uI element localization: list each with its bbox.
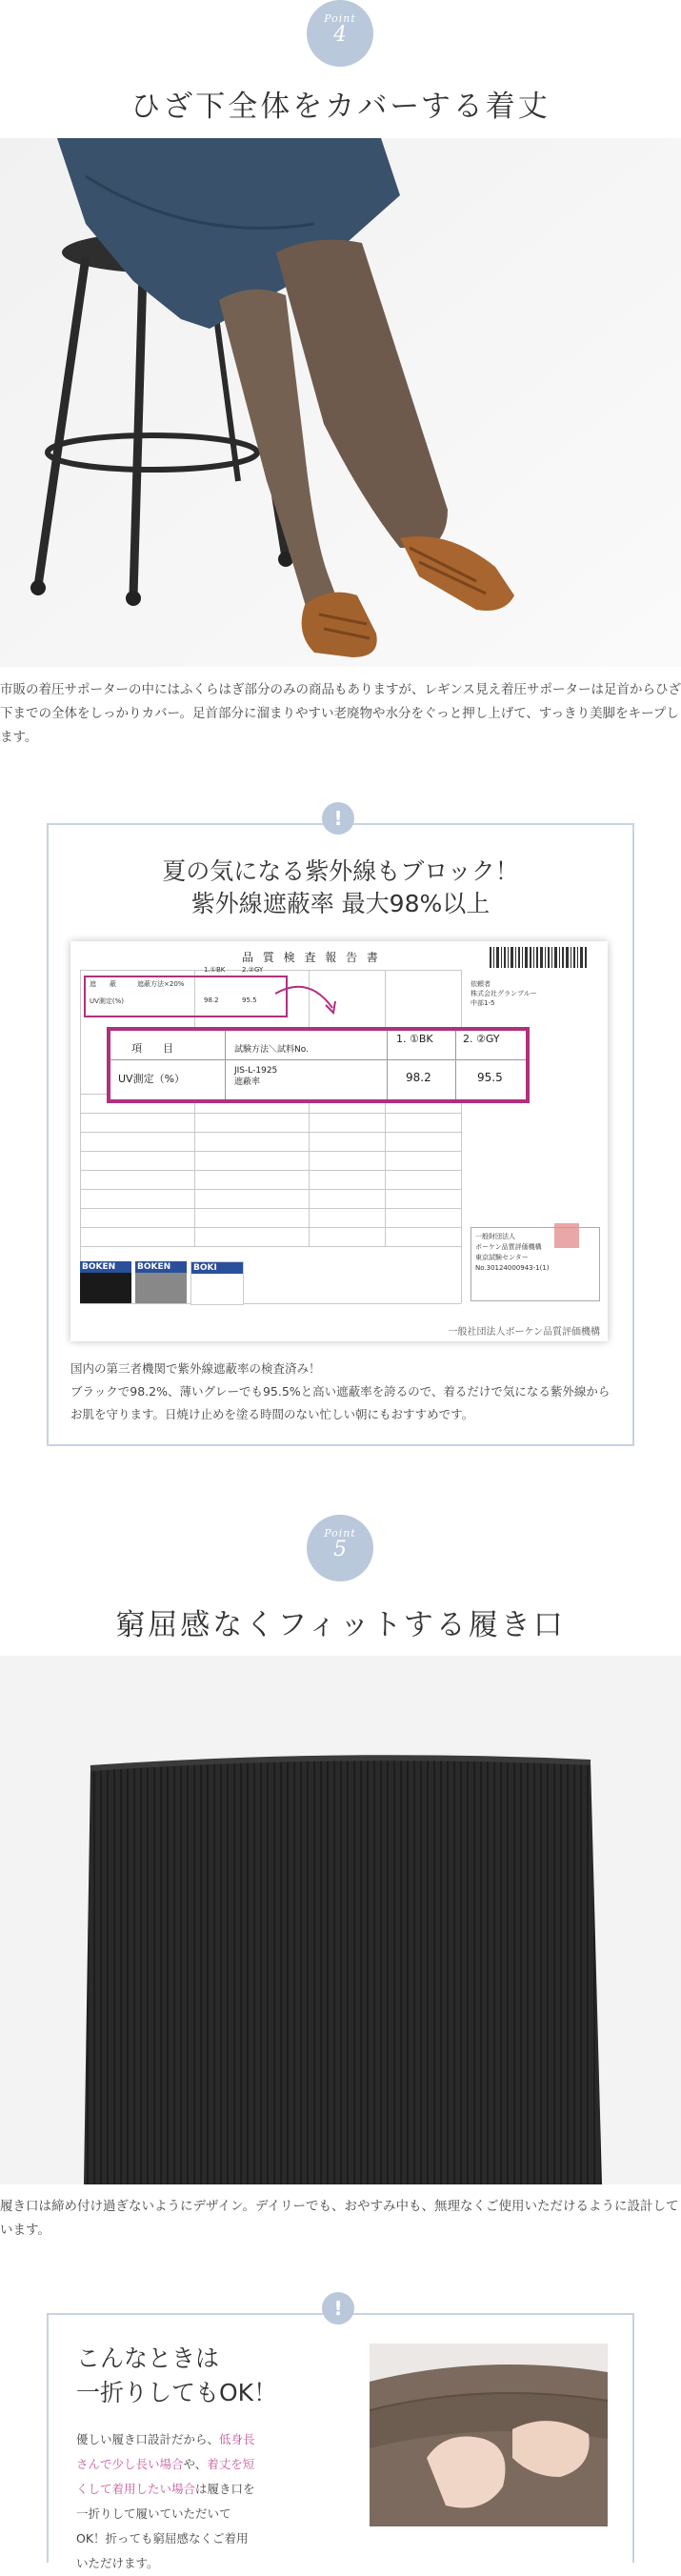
small-val-gy: 95.5	[242, 996, 257, 1004]
exclamation-badge: !	[322, 2292, 354, 2324]
uv-title	[47, 855, 634, 920]
swatch-blank	[190, 1261, 244, 1305]
lab-stamp-block	[471, 1227, 600, 1301]
small-row-1: 遮 蔽	[90, 980, 116, 988]
report-number: No.30124000943-1(1)	[475, 1264, 550, 1272]
tip-title-line1: こんなときは	[76, 2345, 220, 2372]
lab-name-1: 一般財団法人	[475, 1233, 515, 1240]
swatch-label-1: BOKEN	[80, 1261, 131, 1273]
knit-cuff-icon	[0, 1656, 681, 2184]
exclamation-badge: !	[322, 802, 354, 835]
small-row-2: UV測定(%)	[90, 997, 125, 1005]
row-method	[234, 1065, 277, 1088]
tip-text-1: 優しい履き口設計だから、	[76, 2432, 220, 2446]
uv-title-line1: 夏の気になる紫外線もブロック！	[162, 857, 519, 885]
side-info-1: 依頼者	[471, 980, 491, 988]
report-side-info	[471, 979, 537, 1008]
swatch-black	[80, 1261, 131, 1303]
point-5-badge	[307, 1515, 373, 1581]
section5-heading: 窮屈感なくフィットする履き口	[115, 1608, 566, 1642]
tip-title-line2: 一折りしてもOK！	[76, 2379, 278, 2406]
side-info-2: 株式会社グランブルー	[471, 990, 537, 997]
side-info-3: 中部1-5	[471, 999, 495, 1007]
row-method-1: JIS-L-1925	[234, 1066, 278, 1076]
curved-arrow-icon	[270, 975, 347, 1022]
row-method-2: 遮蔽率	[234, 1077, 261, 1087]
legs-on-stool-icon	[0, 138, 681, 667]
badge-point-label: Point	[324, 1527, 356, 1540]
badge-number: 4	[333, 23, 347, 47]
uv-results-table	[107, 1027, 530, 1103]
badge-point-label: Point	[324, 12, 356, 25]
uv-body-line1: 国内の第三者機関で紫外線遮蔽率の検査済み！	[70, 1361, 321, 1376]
value-bk: 98.2	[406, 1071, 431, 1084]
tip-text-3: は履き口を一折りして履いていただいてOK！折っても窮屈感なくご着用いただけます。	[76, 2482, 255, 2570]
col-gy: 2. ②GY	[463, 1033, 500, 1045]
report-caption: 一般社団法人ボーケン品質評価機構	[448, 1327, 600, 1338]
small-method: 遮蔽方法×20%	[137, 980, 185, 988]
col-method: 試験方法＼試料No.	[234, 1045, 309, 1055]
folded-cuff-icon	[370, 2344, 608, 2526]
row-uv-label: UV測定（%）	[118, 1073, 186, 1085]
tip-highlight-length: 着丈を短くして着用したい場合	[76, 2457, 255, 2496]
small-bk: 1.①BK	[204, 966, 226, 974]
tip-text-2: や、	[183, 2457, 208, 2471]
red-seal-icon	[554, 1223, 579, 1248]
lab-name-3: 東京試験センター	[475, 1254, 529, 1261]
legs-on-stool-photo	[0, 138, 681, 667]
swatch-label-2: BOKEN	[135, 1261, 187, 1273]
section5-body: 履き口は締め付け過ぎないようにデザイン。デイリーでも、おやすみ中も、無理なくご使用いただけるように設計しています。	[0, 2199, 679, 2238]
folded-cuff-photo	[370, 2344, 608, 2526]
lab-name-2: ボーケン品質評価機構	[475, 1243, 542, 1251]
point-4-badge	[307, 0, 373, 67]
section4-body: 市販の着圧サポーターの中にはふくらはぎ部分のみの商品もありますが、レギンス見え着圧サポーターは足首からひざ下までの全体をしっかりカバー。足首部分に溜まりやすい老廃物や水分をぐっと押し上げて、すっきり美脚をキープします。	[0, 682, 681, 745]
small-gy: 2.②GY	[242, 966, 264, 974]
uv-body-line2: ブラックで98.2%、薄いグレーでも95.5%と高い遮蔽率を誇るので、着るだけで気になる紫外線からお肌を守ります。日焼け止めを塗る時間のない忙しい朝にもおすすめです。	[70, 1384, 611, 1421]
col-item: 項 目	[131, 1042, 173, 1055]
value-gy: 95.5	[477, 1071, 503, 1084]
col-bk: 1. ①BK	[396, 1033, 433, 1045]
knit-cuff-photo	[0, 1656, 681, 2184]
tip-highlight-short: 低身長さんで少し長い場合	[76, 2432, 255, 2471]
uv-title-line2: 紫外線遮蔽率 最大98%以上	[190, 890, 491, 917]
report-doc-title: 品 質 検 査 報 告 書	[242, 951, 381, 964]
tip-title	[76, 2342, 277, 2410]
uv-body	[70, 1358, 611, 1426]
swatch-gray	[135, 1261, 187, 1303]
barcode-icon	[490, 947, 594, 968]
section4-heading: ひざ下全体をカバーする着丈	[130, 90, 551, 124]
tip-body	[76, 2427, 257, 2576]
small-val-bk: 98.2	[204, 996, 219, 1004]
badge-number: 5	[333, 1538, 347, 1561]
quality-report-image	[70, 941, 608, 1341]
swatch-label-3: BOKI	[191, 1262, 243, 1274]
